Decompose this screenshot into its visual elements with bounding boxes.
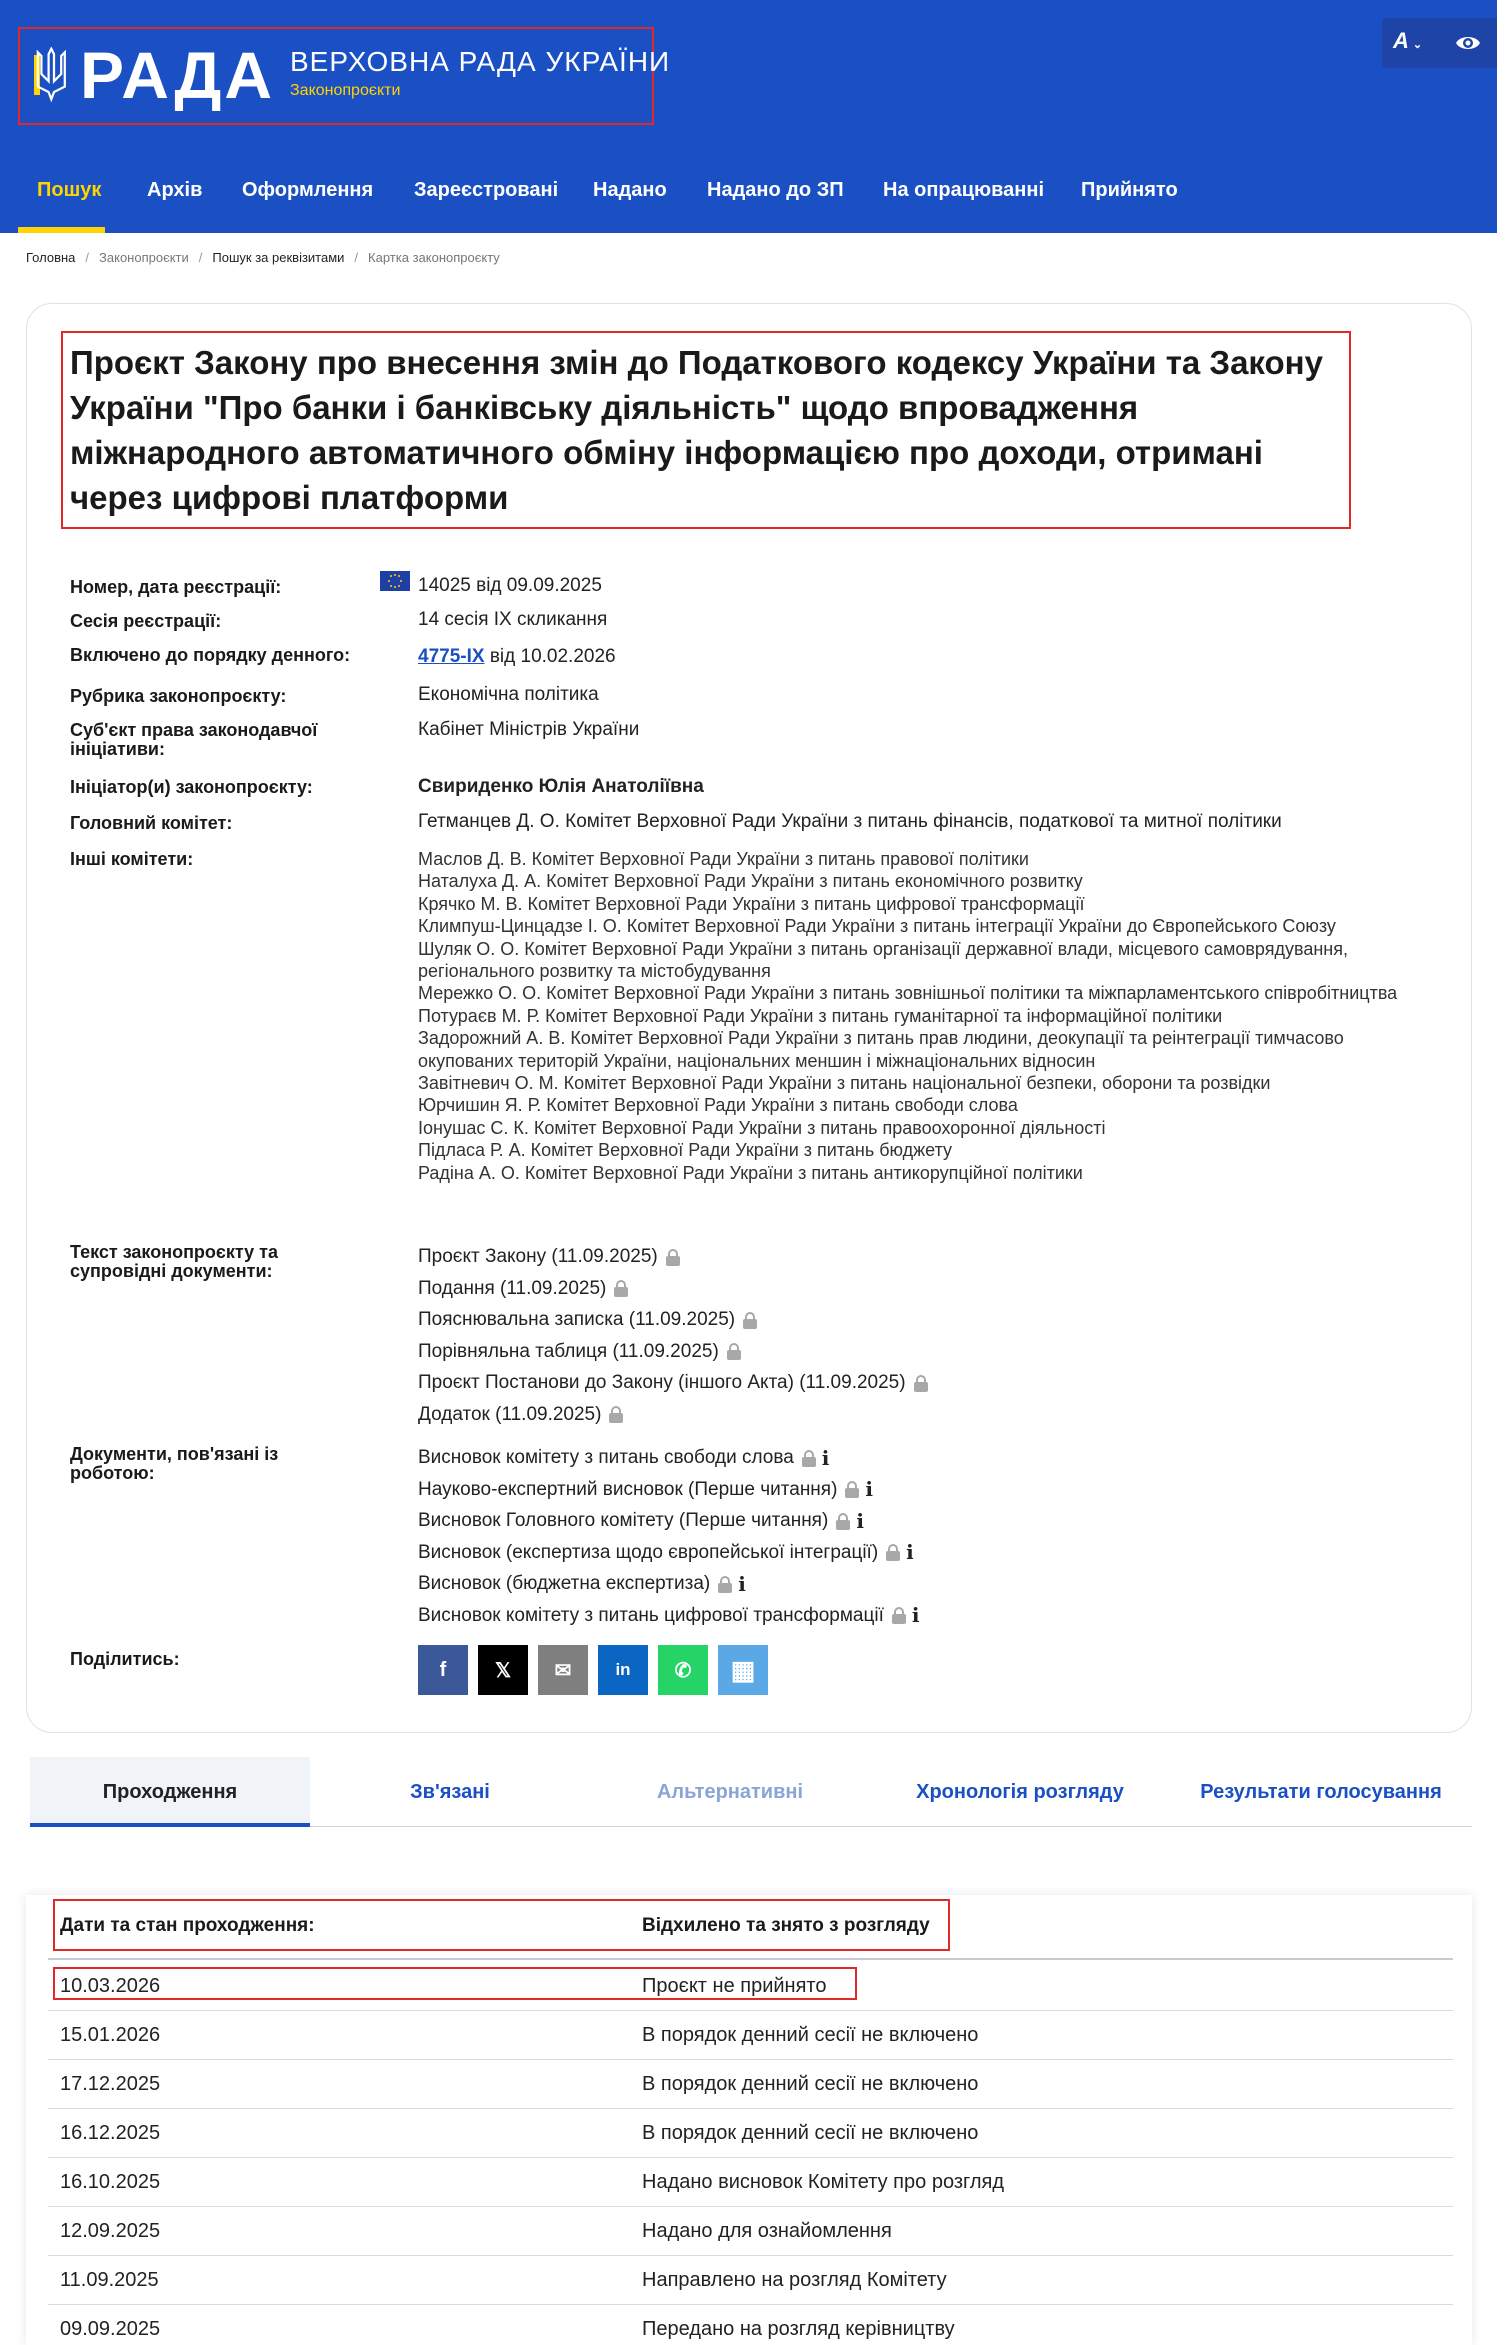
- other-committees-label: Інші комітети:: [70, 849, 194, 869]
- info-icon[interactable]: i: [906, 1540, 914, 1565]
- lock-icon: [666, 1249, 680, 1265]
- lock-icon: [892, 1607, 906, 1623]
- font-size-button[interactable]: A ⌄: [1393, 28, 1423, 53]
- initiator-value[interactable]: Свириденко Юлія Анатоліївна: [418, 776, 704, 797]
- work-document-item[interactable]: Висновок комітету з питань свободи слова i: [418, 1445, 830, 1470]
- nav-item-provided-zp[interactable]: Надано до ЗП: [707, 179, 844, 201]
- table-row: 12.09.2025 Надано для ознайомлення: [48, 2207, 1453, 2256]
- work-document-item[interactable]: Науково-експертний висновок (Перше читання) i: [418, 1477, 874, 1502]
- subject-value: Кабінет Міністрів України: [418, 719, 640, 740]
- logo-word[interactable]: РАДА: [80, 38, 276, 112]
- nav-item-search[interactable]: Пошук: [37, 179, 102, 201]
- breadcrumb: Головна / Законопроєкти / Пошук за реквізитами / Картка законопроєкту: [26, 250, 500, 265]
- eye-icon[interactable]: [1455, 31, 1481, 55]
- trident-icon: [34, 47, 68, 107]
- site-title[interactable]: ВЕРХОВНА РАДА УКРАЇНИ: [290, 46, 671, 77]
- lock-icon: [802, 1450, 816, 1466]
- linkedin-icon[interactable]: in: [598, 1645, 648, 1695]
- session-value: 14 сесія IX скликання: [418, 609, 608, 630]
- table-row: 16.10.2025 Надано висновок Комітету про розгляд: [48, 2158, 1453, 2207]
- whatsapp-icon[interactable]: ✆: [658, 1645, 708, 1695]
- tab-chronology[interactable]: Хронологія розгляду: [916, 1781, 1124, 1803]
- lock-icon: [609, 1406, 623, 1422]
- session-label: Сесія реєстрації:: [70, 611, 222, 631]
- committee-item: Підласа Р. А. Комітет Верховної Ради України з питань бюджету: [418, 1140, 953, 1161]
- bill-title: Проєкт Закону про внесення змін до Податкового кодексу України та Закону України "Про банки і банківську діяльність" щодо впровадження міжнародного автоматичного обміну інформацією про доходи, отримані через цифрові платформи: [70, 344, 1323, 516]
- work-documents-list: [418, 1442, 919, 1631]
- main-committee-value: Гетманцев Д. О. Комітет Верховної Ради України з питань фінансів, податкової та митної політики: [418, 811, 1282, 832]
- tab-related[interactable]: Зв'язані: [410, 1781, 490, 1803]
- table-row: 17.12.2025 В порядок денний сесії не включено: [48, 2060, 1453, 2109]
- info-icon[interactable]: i: [738, 1571, 746, 1596]
- committee-item: Радіна А. О. Комітет Верховної Ради України з питань антикорупційної політики: [418, 1162, 1083, 1183]
- lock-icon: [845, 1481, 859, 1497]
- lock-icon: [836, 1513, 850, 1529]
- chevron-down-icon: ⌄: [1412, 39, 1423, 51]
- work-document-item[interactable]: Висновок (експертиза щодо європейської інтеграції) i: [418, 1540, 914, 1565]
- table-row: 16.12.2025 В порядок денний сесії не включено: [48, 2109, 1453, 2158]
- agenda-link[interactable]: 4775-IX: [418, 646, 485, 667]
- work-document-item[interactable]: Висновок комітету з питань цифрової трансформації i: [418, 1603, 920, 1628]
- nav-item-registered[interactable]: Зареєстровані: [414, 179, 559, 201]
- info-icon[interactable]: i: [856, 1508, 864, 1533]
- nav-item-provided[interactable]: Надано: [593, 179, 667, 201]
- rubric-label: Рубрика законопроєкту:: [70, 686, 287, 706]
- subject-label: Суб'єкт права законодавчої ініціативи:: [70, 720, 318, 759]
- agenda-label: Включено до порядку денного:: [70, 645, 351, 665]
- document-item[interactable]: Проєкт Закону (11.09.2025): [418, 1241, 928, 1273]
- facebook-icon[interactable]: f: [418, 1645, 468, 1695]
- breadcrumb-bills[interactable]: Законопроєкти: [99, 250, 189, 265]
- site-header: [0, 0, 1497, 151]
- nav-item-adopted[interactable]: Прийнято: [1081, 179, 1178, 201]
- stages-dates-header: Дати та стан проходження:: [60, 1915, 315, 1936]
- stages-status-header: Відхилено та знято з розгляду: [642, 1915, 930, 1936]
- rubric-value: Економічна політика: [418, 684, 599, 705]
- email-icon[interactable]: ✉: [538, 1645, 588, 1695]
- tabs-bar: [30, 1757, 1472, 1827]
- document-item[interactable]: Порівняльна таблиця (11.09.2025): [418, 1336, 928, 1368]
- committee-item: Завітневич О. М. Комітет Верховної Ради України з питань національної безпеки, оборони та розвідки: [418, 1073, 1271, 1094]
- docs-label: Текст законопроєкту та супровідні документи:: [70, 1242, 278, 1281]
- main-committee-label: Головний комітет:: [70, 813, 233, 833]
- nav-active-indicator: [18, 227, 105, 233]
- committee-item: Маслов Д. В. Комітет Верховної Ради України з питань правової політики: [418, 849, 1029, 869]
- lock-icon: [914, 1375, 928, 1391]
- info-icon[interactable]: i: [911, 1603, 920, 1628]
- breadcrumb-home[interactable]: Головна: [26, 250, 76, 265]
- work-document-item[interactable]: Висновок (бюджетна експертиза) i: [418, 1571, 746, 1596]
- document-item[interactable]: Подання (11.09.2025): [418, 1273, 928, 1305]
- table-row: 09.09.2025 Передано на розгляд керівництву: [60, 2318, 955, 2340]
- share-buttons: [418, 1645, 768, 1695]
- x-icon[interactable]: 𝕏: [478, 1645, 528, 1695]
- lock-icon: [718, 1576, 732, 1592]
- committee-item: Наталуха Д. А. Комітет Верховної Ради України з питань економічного розвитку: [418, 871, 1083, 892]
- tab-voting-results[interactable]: Результати голосування: [1200, 1781, 1442, 1803]
- committee-item: Потураєв М. Р. Комітет Верховної Ради України з питань гуманітарної та інформаційної політики: [418, 1005, 1223, 1026]
- committee-item: Мережко О. О. Комітет Верховної Ради України з питань зовнішньої політики та міжпарламентського співробітництва: [418, 983, 1398, 1004]
- tab-progress[interactable]: Проходження: [30, 1757, 310, 1827]
- breadcrumb-current: Картка законопроєкту: [368, 250, 500, 265]
- work-document-item[interactable]: Висновок Головного комітету (Перше читання) i: [418, 1508, 864, 1533]
- reg-label: Номер, дата реєстрації:: [70, 577, 282, 597]
- committee-item: Климпуш-Цинцадзе І. О. Комітет Верховної Ради України з питань інтеграції України до Європейського Союзу: [418, 916, 1336, 937]
- nav-item-formatting[interactable]: Оформлення: [242, 179, 374, 201]
- lock-icon: [614, 1280, 628, 1296]
- table-row: 10.03.2026 Проєкт не прийнято: [48, 1962, 1453, 2011]
- lock-icon: [743, 1312, 757, 1328]
- document-item[interactable]: Додаток (11.09.2025): [418, 1399, 928, 1431]
- committee-item: Крячко М. В. Комітет Верховної Ради України з питань цифрової трансформації: [418, 893, 1085, 914]
- committee-item: Задорожний А. В. Комітет Верховної Ради України з питань прав людини, деокупації та реінтеграції тимчасово окупованих територій України, національних меншин і міжнаціональних відносин: [418, 1028, 1344, 1071]
- committee-item: Юрчишин Я. Р. Комітет Верховної Ради України з питань свободи слова: [418, 1095, 1018, 1116]
- nav-item-processing[interactable]: На опрацюванні: [883, 179, 1045, 201]
- reg-value: 14025 від 09.09.2025: [418, 575, 602, 596]
- documents-list: [418, 1241, 928, 1430]
- breadcrumb-search[interactable]: Пошук за реквізитами: [212, 250, 345, 265]
- lock-icon: [727, 1343, 741, 1359]
- qr-code-icon[interactable]: ▦: [718, 1645, 768, 1695]
- document-item[interactable]: Проєкт Постанови до Закону (іншого Акта) (11.09.2025): [418, 1367, 928, 1399]
- lock-icon: [886, 1544, 900, 1560]
- table-row: 15.01.2026 В порядок денний сесії не включено: [48, 2011, 1453, 2060]
- committee-item: Іонушас С. К. Комітет Верховної Ради України з питань правоохоронної діяльності: [418, 1117, 1106, 1138]
- main-nav: [0, 151, 1497, 233]
- work-docs-label: Документи, пов'язані із роботою:: [70, 1444, 279, 1483]
- other-committees-list: [418, 848, 1428, 1184]
- agenda-value: 4775-IX від 10.02.2026: [418, 646, 616, 667]
- committee-item: Шуляк О. О. Комітет Верховної Ради України з питань організації державної влади, місцевого самоврядування, регіонального розвитку та містобудування: [418, 938, 1348, 982]
- tab-alternative[interactable]: Альтернативні: [656, 1781, 804, 1803]
- eu-flag-icon: [380, 571, 410, 591]
- document-item[interactable]: Пояснювальна записка (11.09.2025): [418, 1304, 928, 1336]
- nav-item-archive[interactable]: Архів: [147, 179, 203, 201]
- share-label: Поділитись:: [70, 1649, 180, 1669]
- initiator-label: Ініціатор(и) законопроєкту:: [70, 777, 313, 797]
- info-icon[interactable]: i: [821, 1445, 830, 1470]
- site-subtitle[interactable]: Законопроєкти: [290, 82, 401, 99]
- info-icon[interactable]: i: [865, 1477, 874, 1502]
- header-divider: [48, 1958, 1453, 1960]
- table-row: 11.09.2025 Направлено на розгляд Комітету: [48, 2256, 1453, 2305]
